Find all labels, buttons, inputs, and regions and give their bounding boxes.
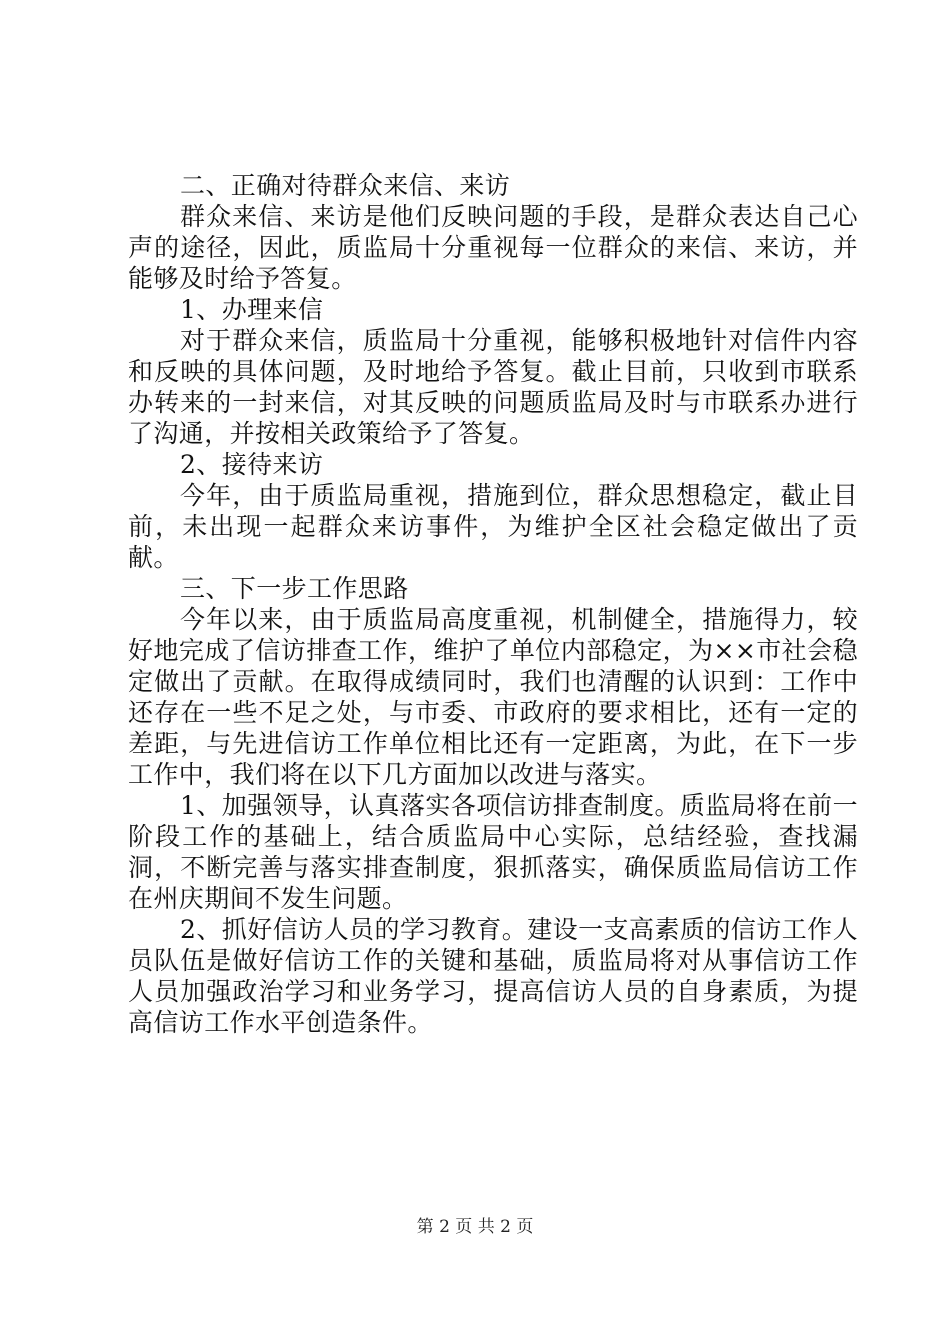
paragraph-staff-education: 2、抓好信访人员的学习教育。建设一支高素质的信访工作人员队伍是做好信访工作的关键和基础，质监局将对从事信访工作人员加强政治学习和业务学习，提高信访人员的自身素质，为提高信访工作水平创造条件。	[128, 915, 858, 1037]
subheading-handle-letters: 1、办理来信	[180, 295, 324, 324]
paragraph-handle-letters: 对于群众来信，质监局十分重视，能够积极地针对信件内容和反映的具体问题，及时地给予答复。截止目前，只收到市联系办转来的一封来信，对其反映的问题质监局及时与市联系办进行了沟通，并按相关政策给予了答复。	[128, 326, 858, 448]
paragraph-strengthen-leadership: 1、加强领导，认真落实各项信访排查制度。质监局将在前一阶段工作的基础上，结合质监局中心实际，总结经验，查找漏洞，不断完善与落实排查制度，狠抓落实，确保质监局信访工作在州庆期间不发生问题。	[128, 791, 858, 913]
subheading-receive-visits: 2、接待来访	[180, 450, 324, 479]
paragraph-receive-visits: 今年，由于质监局重视，措施到位，群众思想稳定，截止目前，未出现一起群众来访事件，为维护全区社会稳定做出了贡献。	[128, 481, 858, 572]
document-body	[128, 170, 858, 1038]
paragraph-letters-visits: 群众来信、来访是他们反映问题的手段，是群众表达自己心声的途径，因此，质监局十分重视每一位群众的来信、来访，并能够及时给予答复。	[128, 202, 858, 293]
section-heading-2: 二、正确对待群众来信、来访	[180, 171, 511, 200]
section-heading-3: 三、下一步工作思路	[180, 574, 409, 603]
page-number-footer: 第 2 页 共 2 页	[416, 1217, 534, 1237]
paragraph-next-steps: 今年以来，由于质监局高度重视，机制健全，措施得力，较好地完成了信访排查工作，维护了单位内部稳定，为××市社会稳定做出了贡献。在取得成绩同时，我们也清醒的认识到：工作中还存在一些不足之处，与市委、市政府的要求相比，还有一定的差距，与先进信访工作单位相比还有一定距离，为此，在下一步工作中，我们将在以下几方面加以改进与落实。	[128, 605, 858, 789]
